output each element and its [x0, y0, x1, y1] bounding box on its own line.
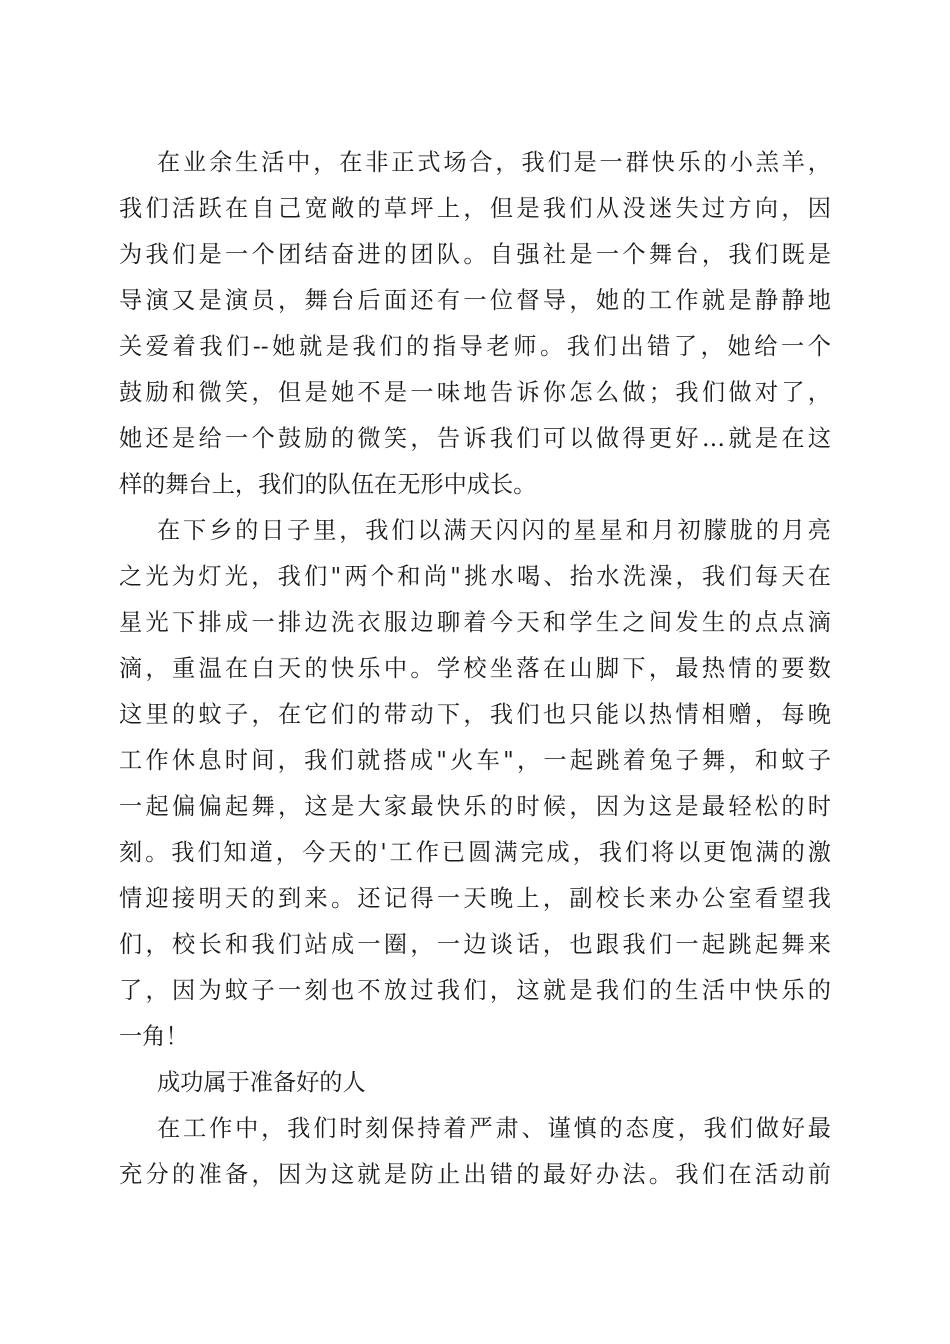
paragraph-1-line-7: 她还是给一个鼓励的微笑，告诉我们可以做得更好…就是在这 [119, 425, 831, 452]
paragraph-2-line-12: 一角！ [119, 1023, 189, 1050]
paragraph-1-line-5: 关爱着我们--她就是我们的指导老师。我们出错了，她给一个 [119, 333, 831, 360]
paragraph-2-line-6: 工作休息时间，我们就搭成"火车"，一起跳着兔子舞，和蚊子 [119, 747, 831, 774]
paragraph-3-line-2: 充分的准备，因为这就是防止出错的最好办法。我们在活动前 [119, 1161, 831, 1188]
paragraph-1-line-8: 样的舞台上，我们的队伍在无形中成长。 [119, 471, 537, 498]
paragraph-2-line-4: 滴，重温在白天的快乐中。学校坐落在山脚下，最热情的要数 [119, 655, 831, 682]
paragraph-1-line-2: 我们活跃在自己宽敞的草坪上，但是我们从没迷失过方向，因 [119, 195, 831, 222]
section-heading: 成功属于准备好的人 [157, 1069, 366, 1096]
paragraph-3-line-1: 在工作中，我们时刻保持着严肃、谨慎的态度，我们做好最 [157, 1115, 831, 1142]
paragraph-2-line-10: 们，校长和我们站成一圈，一边谈话，也跟我们一起跳起舞来 [119, 931, 831, 958]
paragraph-2-line-8: 刻。我们知道，今天的'工作已圆满完成，我们将以更饱满的激 [119, 839, 831, 866]
paragraph-2-line-9: 情迎接明天的到来。还记得一天晚上，副校长来办公室看望我 [119, 885, 831, 912]
paragraph-2-line-1: 在下乡的日子里，我们以满天闪闪的星星和月初朦胧的月亮 [157, 517, 831, 544]
paragraph-1-line-1: 在业余生活中，在非正式场合，我们是一群快乐的小羔羊， [157, 149, 831, 176]
paragraph-1-line-6: 鼓励和微笑，但是她不是一味地告诉你怎么做；我们做对了， [119, 379, 831, 406]
paragraph-2-line-11: 了，因为蚊子一刻也不放过我们，这就是我们的生活中快乐的 [119, 977, 831, 1004]
paragraph-2-line-5: 这里的蚊子，在它们的带动下，我们也只能以热情相赠，每晚 [119, 701, 831, 728]
paragraph-2-line-2: 之光为灯光，我们"两个和尚"挑水喝、抬水洗澡，我们每天在 [119, 563, 831, 590]
paragraph-1-line-4: 导演又是演员，舞台后面还有一位督导，她的工作就是静静地 [119, 287, 831, 314]
paragraph-1-line-3: 为我们是一个团结奋进的团队。自强社是一个舞台，我们既是 [119, 241, 831, 268]
paragraph-2-line-3: 星光下排成一排边洗衣服边聊着今天和学生之间发生的点点滴 [119, 609, 831, 636]
paragraph-2-line-7: 一起偏偏起舞，这是大家最快乐的时候，因为这是最轻松的时 [119, 793, 831, 820]
